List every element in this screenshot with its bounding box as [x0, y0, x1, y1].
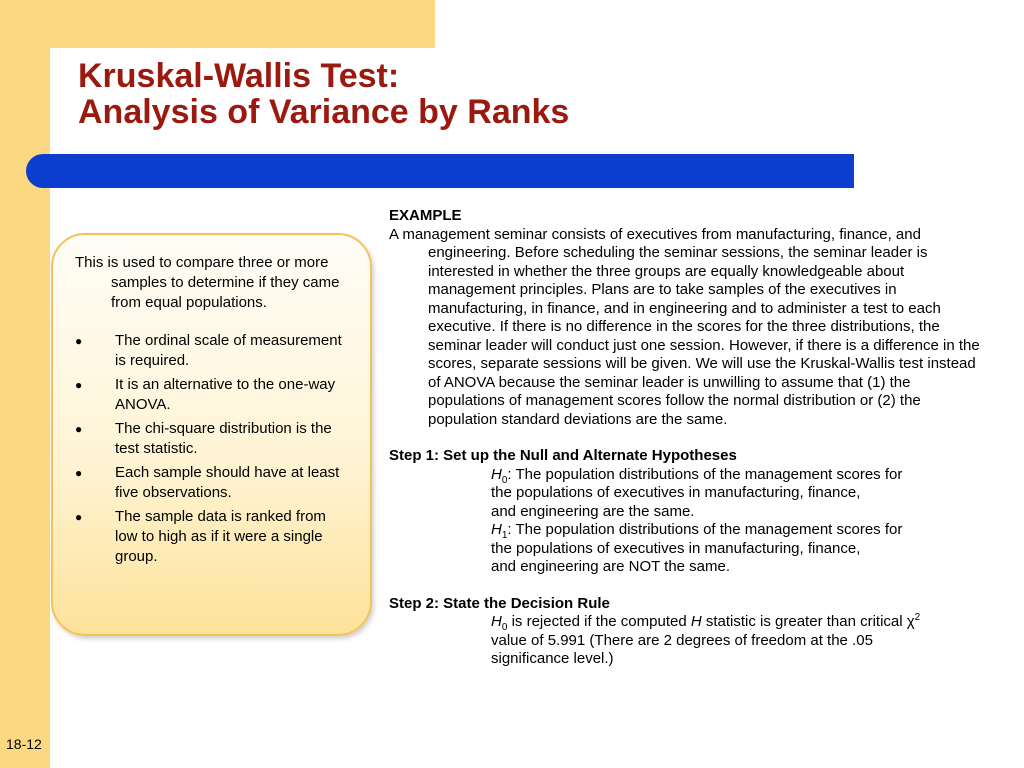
title-underline-bar	[26, 154, 854, 188]
list-item: ● The sample data is ranked from low to high as if it were a single group.	[75, 508, 326, 565]
null-hypothesis-line: and engineering are the same.	[491, 502, 695, 520]
decision-rule-line: significance level.)	[491, 650, 614, 667]
bullet-icon: ●	[75, 422, 83, 436]
bullet-icon: ●	[75, 334, 83, 348]
alternate-hypothesis-line: and engineering are NOT the same.	[491, 558, 731, 575]
list-item: ● The chi-square distribution is the test statistic.	[75, 420, 332, 457]
null-hypothesis-line: the populations of executives in manufacturing, finance,	[491, 484, 861, 501]
alternate-hypothesis-line: $H_1$: The population distributions of the management scores for	[491, 521, 903, 541]
decision-rule-line: value of 5.991 (There are 2 degrees of freedom at the .05	[491, 631, 873, 649]
title-line-1: Kruskal-Wallis Test:	[78, 57, 400, 95]
title-line-2: Analysis of Variance by Ranks	[78, 93, 570, 131]
list-item: ● The ordinal scale of measurement is required.	[75, 332, 342, 369]
example-paragraph: A management seminar consists of executives from manufacturing, finance, and engineering. Before scheduling the seminar sessions, the seminar leader is interested in whether the three groups are equally knowledgeable about management principles. Plans are to take samples of the executives in manufacturing, in finance, and in engineering and to administer a test to each executive. If there is no difference in the scores for the three distributions, the seminar leader will conduct just one session. However, if there is a difference in the scores, separate sessions will be given. We will use the Kruskal-Wallis test instead of ANOVA because the seminar leader is unwilling to assume that (1) the populations of management scores follow the normal distribution or (2) the population standard deviations are the same.	[389, 225, 980, 428]
example-content	[389, 207, 989, 669]
page-number: 18-12	[6, 736, 42, 752]
list-item: ● Each sample should have at least five observations.	[75, 464, 340, 501]
alternate-hypothesis-line: the populations of executives in manufacturing, finance,	[491, 539, 861, 557]
bullet-icon: ●	[75, 510, 83, 524]
summary-intro: This is used to compare three or more samples to determine if they came from equal populations.	[75, 254, 340, 311]
decision-rule-line: $H_0$ is rejected if the computed H statistic is greater than critical $\chi^2$	[491, 612, 921, 633]
left-accent-bar	[0, 0, 50, 768]
step2-heading: Step 2: State the Decision Rule	[389, 594, 610, 612]
bullet-icon: ●	[75, 466, 83, 480]
summary-box	[51, 233, 372, 636]
bullet-icon: ●	[75, 378, 83, 392]
slide-title	[78, 58, 569, 130]
null-hypothesis-line: $H_0$: The population distributions of the management scores for	[491, 465, 903, 486]
top-accent-band	[0, 0, 435, 48]
step1-heading: Step 1: Set up the Null and Alternate Hypotheses	[389, 447, 737, 464]
example-heading: EXAMPLE	[389, 207, 462, 224]
list-item: ● It is an alternative to the one-way ANOVA.	[75, 376, 336, 413]
summary-bullet-list	[75, 331, 342, 567]
